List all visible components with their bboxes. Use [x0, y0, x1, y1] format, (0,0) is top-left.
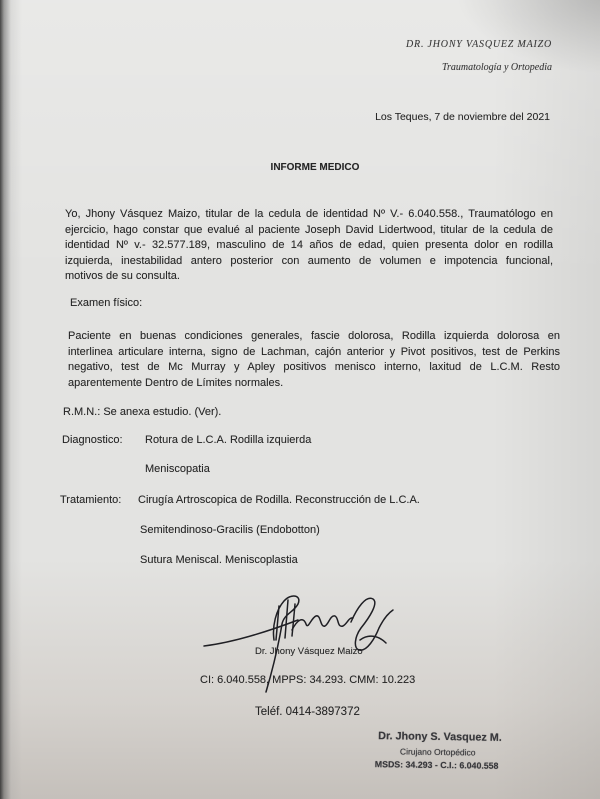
diagnosis-label: Diagnostico: [62, 434, 123, 446]
letterhead-specialty: Traumatología y Ortopedia [441, 62, 552, 73]
signatory-phone: Teléf. 0414-3897372 [255, 706, 360, 718]
treatment-label: Tratamiento: [60, 494, 122, 506]
stamp-registry-numbers: MSDS: 34.293 - C.I.: 6.040.558 [374, 759, 499, 771]
report-title: INFORME MEDICO [270, 162, 360, 173]
intro-line: identidad Nº v.- 32.577.189, masculino de 14 años de edad, quien presenta dolor en rodilla [65, 239, 553, 251]
rmn-note: R.M.N.: Se anexa estudio. (Ver). [63, 406, 222, 418]
physical-exam-line: aparentemente Dentro de Límites normales. [68, 376, 284, 389]
intro-line: motivos de su consulta. [65, 270, 180, 282]
letterhead-doctor-name: DR. JHONY VASQUEZ MAIZO [406, 39, 552, 50]
diagnosis-item: Rotura de L.C.A. Rodilla izquierda [145, 434, 312, 446]
treatment-item: Semitendinoso-Gracilis (Endobotton) [140, 524, 320, 536]
signatory-name: Dr. Jhony Vásquez Maizo [255, 646, 363, 657]
physical-exam-heading: Examen físico: [70, 297, 143, 309]
physical-exam-line: interlinea articulare interna, signo de Lachman, cajón anterior y Pivot positivos, test de Perkins [68, 345, 560, 358]
stamp-doctor-name: Dr. Jhony S. Vasquez M. [378, 730, 502, 744]
intro-line: Yo, Jhony Vásquez Maizo, titular de la cedula de identidad Nº V.- 6.040.558., Traumatólogo en [65, 208, 553, 220]
treatment-item: Sutura Meniscal. Meniscoplastia [140, 554, 298, 566]
stamp-doctor-title: Cirujano Ortopédico [399, 746, 476, 758]
physical-exam-line: negativo, test de Mc Murray y Apley positivos menisco interno, laxitud de L.C.M. Resto [68, 361, 560, 373]
diagnosis-item: Meniscopatia [145, 463, 210, 475]
physical-exam-line: Paciente en buenas condiciones generales, fascie dolorosa, Rodilla izquierda dolorosa en [68, 330, 560, 342]
intro-line: ejercicio, hago constar que evalué al paciente Joseph David Lidertwood, titular de la cedula de [65, 223, 553, 236]
intro-line: izquierda, inestabilidad antero posterior con aumento de volumen e impotencia funcional, [65, 254, 553, 267]
treatment-item: Cirugía Artroscopica de Rodilla. Reconstrucción de L.C.A. [138, 494, 420, 506]
signatory-credentials: CI: 6.040.558, MPPS: 34.293. CMM: 10.223 [200, 674, 416, 686]
date-line: Los Teques, 7 de noviembre del 2021 [375, 111, 550, 123]
